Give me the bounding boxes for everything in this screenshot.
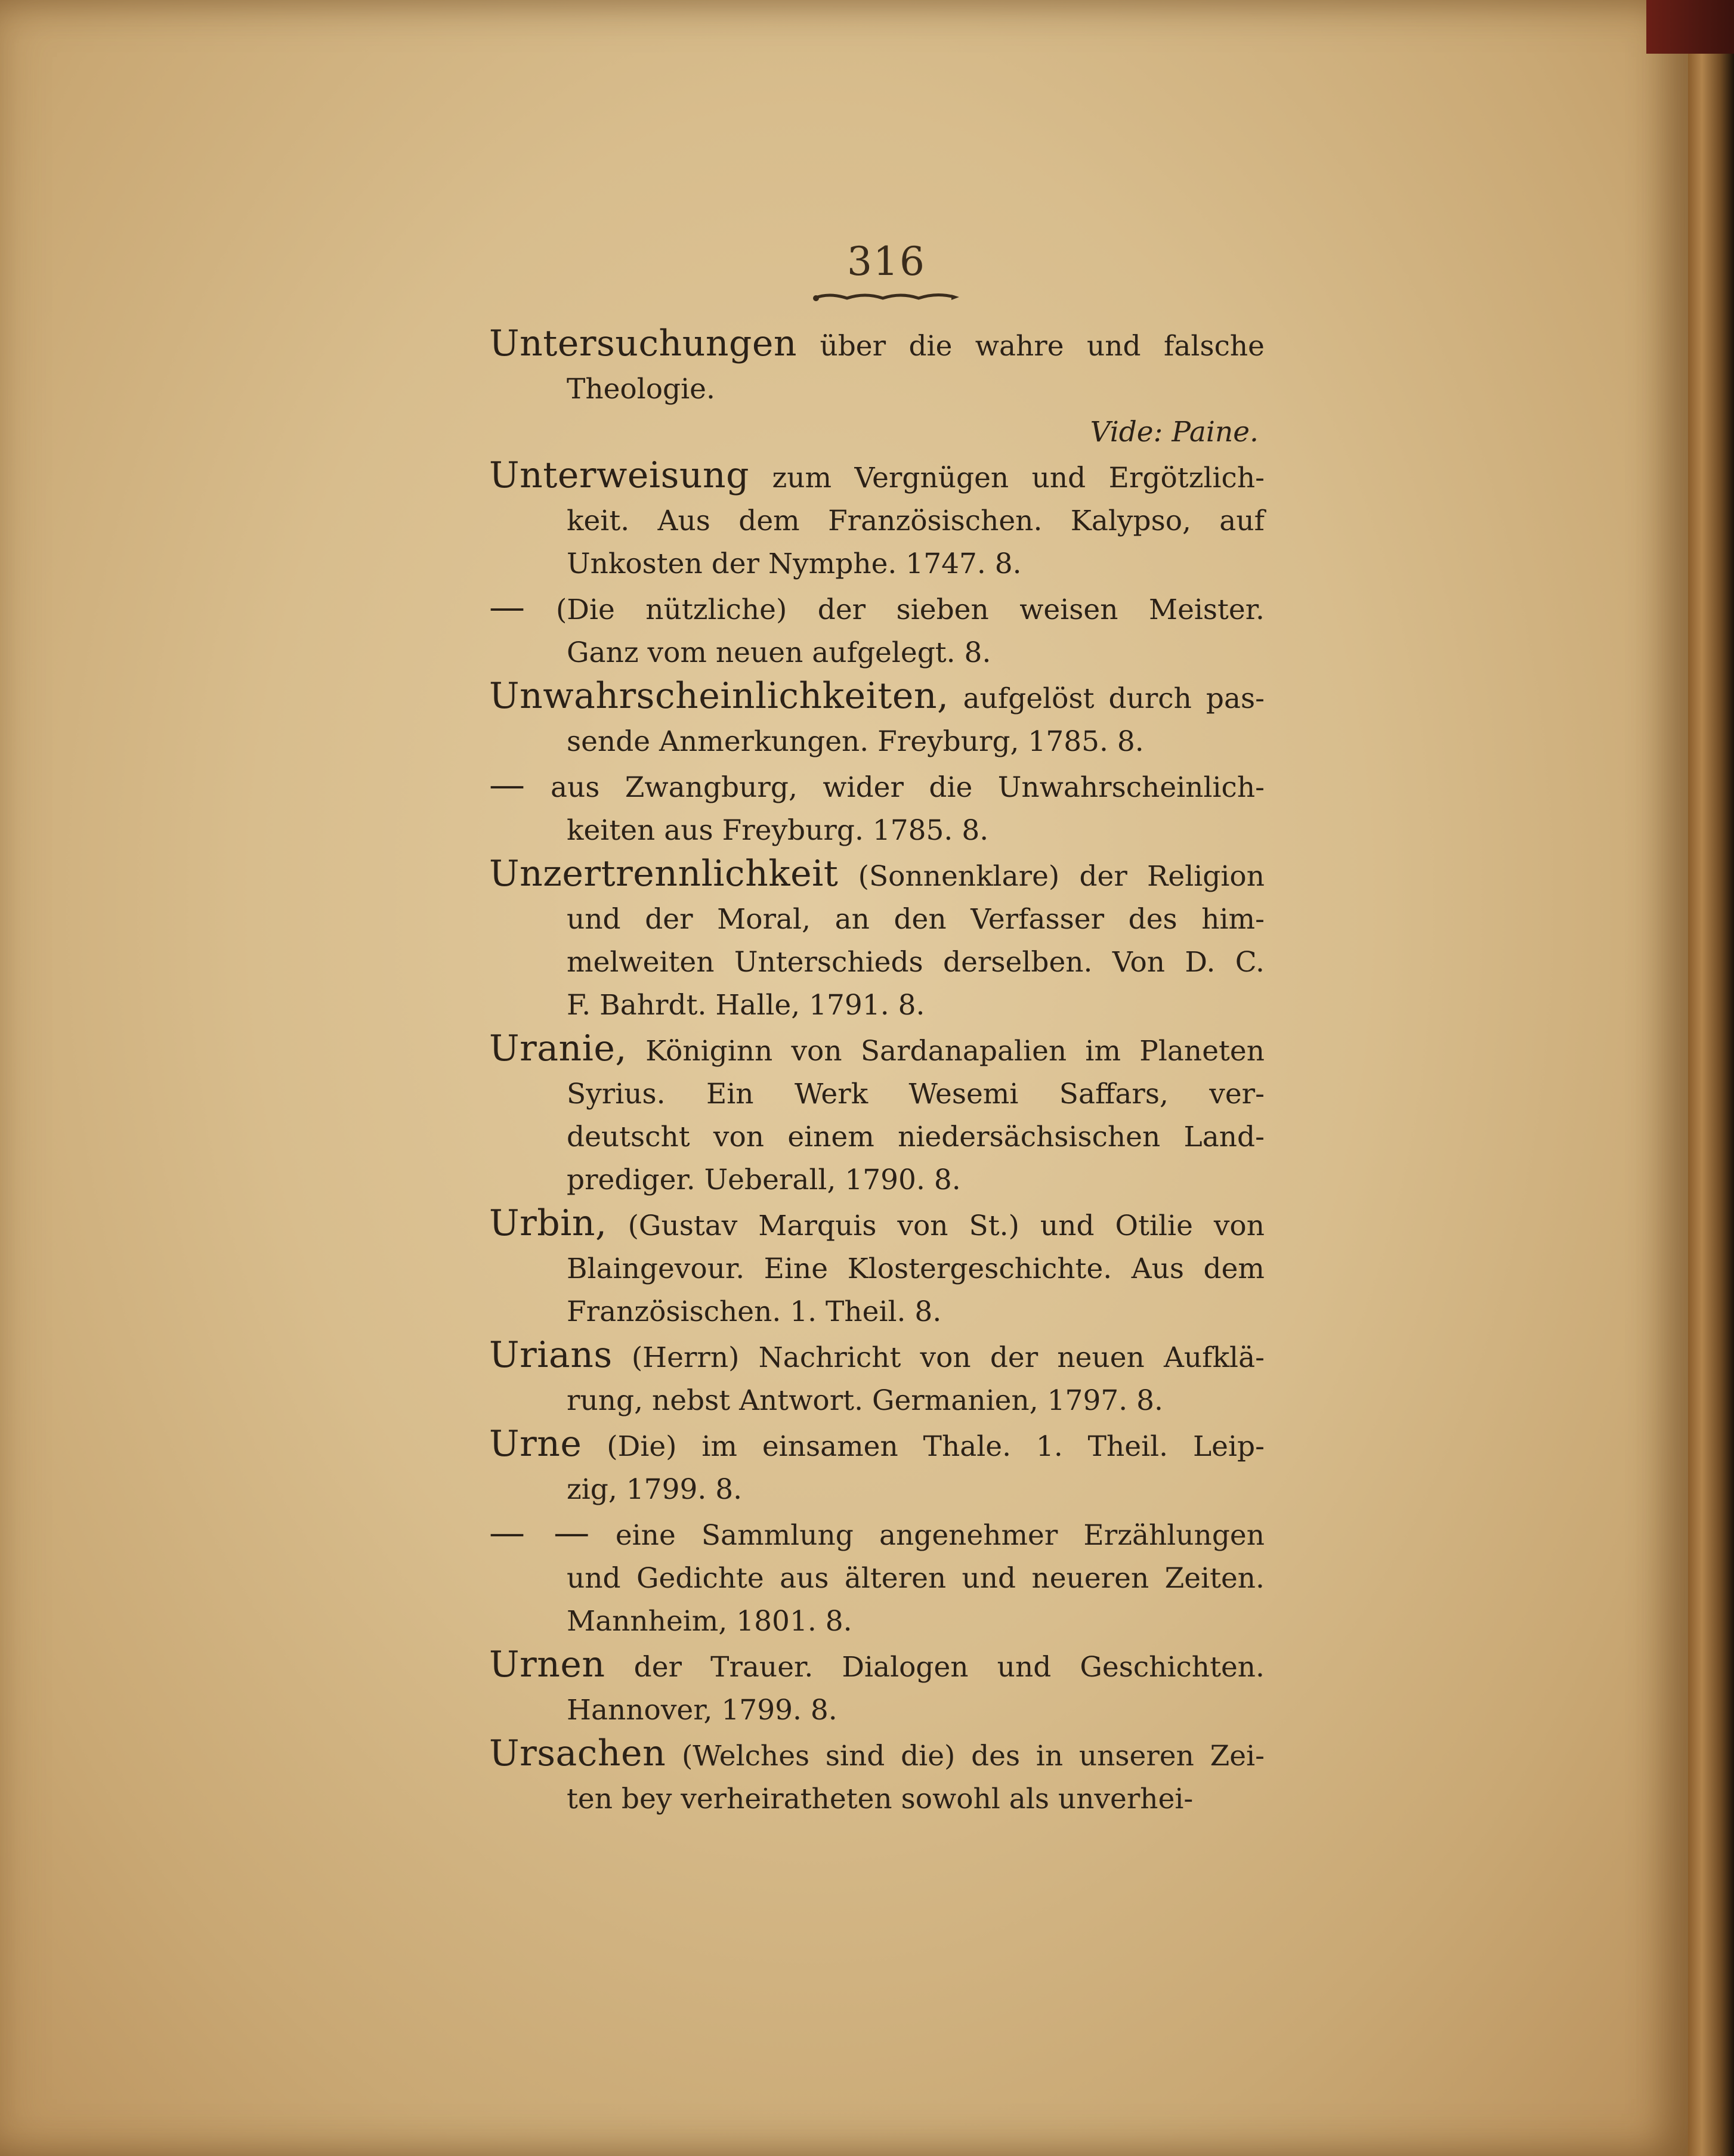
index-entry	[489, 1732, 1265, 1821]
entry-text: sende Anmerkungen. Freyburg, 1785. 8.	[567, 725, 1144, 758]
entry-text: (Herrn) Nachricht von der neuen Aufklä-	[631, 1341, 1265, 1374]
entry-text: zig, 1799. 8.	[567, 1473, 743, 1506]
entry-text: Französischen. 1. Theil. 8.	[567, 1295, 942, 1328]
entry-text: melweiten Unterschieds derselben. Von D. C.	[567, 946, 1265, 979]
entry-headword: Urnen	[489, 1644, 605, 1685]
entry-first-line	[489, 1732, 1265, 1778]
ornament-rule-icon	[811, 291, 960, 303]
index-entry	[489, 675, 1265, 763]
index-entry	[489, 1202, 1265, 1334]
entry-first-line	[489, 1643, 1265, 1689]
entry-text: aus Zwangburg, wider die Unwahrscheinlich-	[550, 771, 1265, 804]
entry-text: eine Sammlung angenehmer Erzählungen	[615, 1519, 1265, 1552]
entry-continuation-line	[489, 1379, 1265, 1422]
entry-text: Theologie.	[567, 373, 715, 406]
index-entry	[489, 1643, 1265, 1732]
entry-text: (Welches sind die) des in unseren Zei-	[681, 1740, 1265, 1773]
entry-headword: —	[489, 586, 526, 628]
entry-continuation-line	[489, 720, 1265, 763]
entry-continuation-line	[489, 368, 1265, 411]
entry-text: F. Bahrdt. Halle, 1791. 8.	[567, 989, 925, 1022]
page-edge	[1688, 0, 1734, 2156]
index-entry	[489, 763, 1265, 852]
entry-headword: Urbin,	[489, 1202, 607, 1244]
entry-text: Ganz vom neuen aufgelegt. 8.	[567, 636, 991, 669]
index-entry	[489, 586, 1265, 675]
entry-text: Syrius. Ein Werk Wesemi Saffars, ver-	[567, 1078, 1265, 1111]
entry-text: Blaingevour. Eine Klostergeschichte. Aus dem	[567, 1252, 1265, 1285]
index-entry	[489, 852, 1265, 1027]
binding-strip	[1646, 0, 1734, 54]
entry-continuation-line	[489, 984, 1265, 1027]
index-entry	[489, 1027, 1265, 1202]
entry-headword: Ursachen	[489, 1733, 666, 1774]
entry-first-line	[489, 322, 1265, 368]
entry-continuation-line	[489, 1159, 1265, 1202]
entry-continuation-line	[489, 1600, 1265, 1643]
entry-headword: Urne	[489, 1423, 582, 1465]
entry-text: keiten aus Freyburg. 1785. 8.	[567, 814, 989, 847]
entry-first-line	[489, 1202, 1265, 1248]
entry-text: Königinn von Sardanapalien im Planeten	[645, 1035, 1265, 1068]
entry-first-line	[489, 1027, 1265, 1073]
entry-first-line	[489, 763, 1265, 809]
entry-first-line	[489, 1511, 1265, 1557]
entry-continuation-line	[489, 1557, 1265, 1600]
entry-text: (Gustav Marquis von St.) und Otilie von	[628, 1210, 1265, 1242]
entry-headword: Unzertrennlichkeit	[489, 853, 839, 895]
entry-continuation-line	[489, 500, 1265, 543]
entry-first-line	[489, 1334, 1265, 1379]
entry-text: Unkosten der Nymphe. 1747. 8.	[567, 547, 1022, 580]
page-number: 316	[847, 239, 926, 284]
entry-first-line	[489, 675, 1265, 720]
entry-first-line	[489, 852, 1265, 898]
entry-continuation-line	[489, 543, 1265, 586]
index-entry	[489, 322, 1265, 454]
entry-first-line	[489, 1422, 1265, 1468]
entry-text: der Trauer. Dialogen und Geschichten.	[633, 1651, 1265, 1684]
entry-headword: —	[489, 764, 526, 806]
index-entry	[489, 1511, 1265, 1643]
entry-first-line	[489, 586, 1265, 632]
entry-continuation-line	[489, 809, 1265, 852]
entry-text: ten bey verheiratheten sowohl als unverhei-	[567, 1783, 1194, 1815]
index-entries	[489, 322, 1265, 1821]
entry-continuation-line	[489, 898, 1265, 941]
vide-reference: Vide: Paine.	[1090, 416, 1259, 448]
entry-headword: — —	[489, 1512, 590, 1554]
entry-text: deutscht von einem niedersächsischen Land-	[567, 1121, 1265, 1153]
entry-headword: Unterweisung	[489, 454, 750, 496]
entry-continuation-line	[489, 1248, 1265, 1291]
entry-text: und Gedichte aus älteren und neueren Zeiten.	[567, 1562, 1265, 1595]
entry-continuation-line	[489, 1689, 1265, 1732]
entry-continuation-line	[489, 941, 1265, 984]
index-entry	[489, 1422, 1265, 1511]
index-entry	[489, 1334, 1265, 1422]
entry-continuation-line	[489, 1116, 1265, 1159]
entry-headword: Uranie,	[489, 1028, 627, 1069]
entry-text: (Die nützliche) der sieben weisen Meister.	[555, 593, 1265, 626]
entry-text: prediger. Ueberall, 1790. 8.	[567, 1164, 961, 1196]
entry-continuation-line	[489, 632, 1265, 675]
entry-headword: Unwahrscheinlichkeiten,	[489, 675, 949, 717]
entry-text: Mannheim, 1801. 8.	[567, 1605, 852, 1638]
entry-headword: Urians	[489, 1334, 613, 1376]
entry-continuation-line	[489, 1778, 1265, 1821]
entry-first-line	[489, 454, 1265, 500]
entry-headword: Untersuchungen	[489, 323, 798, 364]
entry-continuation-line	[489, 1291, 1265, 1334]
entry-text: (Die) im einsamen Thale. 1. Theil. Leip-	[607, 1430, 1265, 1463]
entry-text: Hannover, 1799. 8.	[567, 1694, 837, 1727]
entry-text: über die wahre und falsche	[820, 330, 1265, 363]
index-entry	[489, 454, 1265, 586]
entry-text: rung, nebst Antwort. Germanien, 1797. 8.	[567, 1384, 1163, 1417]
entry-text: (Sonnenklare) der Religion	[858, 860, 1265, 893]
entry-text: aufgelöst durch pas-	[963, 682, 1265, 715]
entry-text: und der Moral, an den Verfasser des him-	[567, 903, 1265, 936]
entry-text: keit. Aus dem Französischen. Kalypso, auf	[567, 505, 1265, 537]
entry-continuation-line	[489, 1468, 1265, 1511]
entry-continuation-line	[489, 1073, 1265, 1116]
entry-text: zum Vergnügen und Ergötzlich-	[772, 462, 1265, 494]
